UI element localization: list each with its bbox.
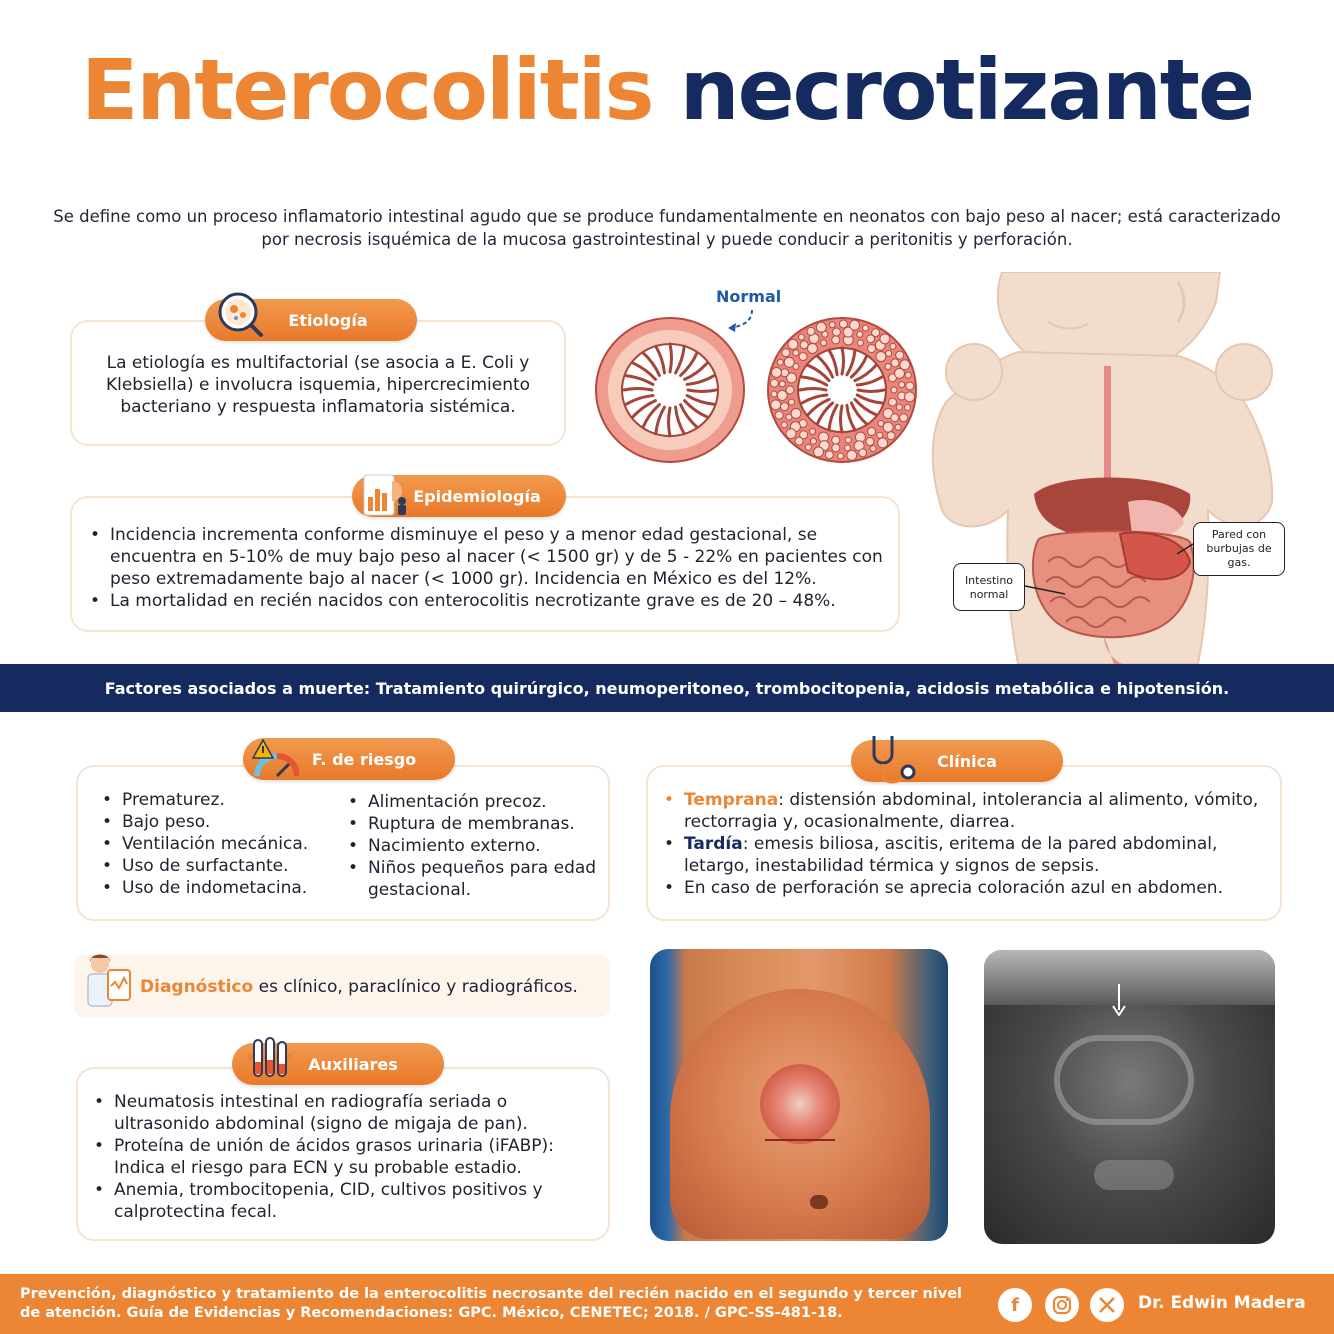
chart-people-icon: [362, 471, 410, 519]
magnifier-bacteria-icon: [216, 290, 264, 338]
gas-bubble: [870, 446, 876, 452]
gas-bubble: [781, 422, 787, 428]
warning-gauge-icon: [251, 736, 299, 784]
list-item: • Prematurez.: [98, 789, 338, 811]
gas-bubble: [771, 367, 781, 377]
gas-bubble: [876, 352, 886, 362]
ultrasound-top-band: [984, 950, 1275, 1005]
gas-bubble: [786, 386, 794, 394]
gas-bubble: [798, 334, 804, 340]
auxiliares-list: [90, 1091, 600, 1223]
list-item: • Proteína de unión de ácidos grasos urinaria (iFABP): Indica el riesgo para ECN y su probable estadio.: [90, 1135, 600, 1179]
damaged-intestine-illustration: [766, 316, 918, 464]
gas-bubble: [788, 339, 798, 349]
gas-bubble: [868, 428, 876, 436]
list-item: • La mortalidad en recién nacidos con enterocolitis necrotizante grave es de 20 – 48%.: [86, 590, 886, 612]
gas-bubble: [878, 438, 888, 448]
gas-bubble: [816, 322, 826, 332]
ultrasound-loop: [1054, 1035, 1194, 1125]
riesgo-list-2: [344, 791, 604, 901]
list-item: • Uso de surfactante.: [98, 855, 338, 877]
auxiliares-label: Auxiliares: [308, 1054, 398, 1074]
gas-bubble: [886, 350, 892, 356]
villus: [842, 348, 844, 374]
gas-bubble: [771, 391, 777, 397]
gas-bubble: [845, 437, 851, 443]
gas-bubble: [780, 403, 788, 411]
ultrasound-image: [984, 950, 1275, 1244]
gas-bubble: [807, 327, 815, 335]
umbilicus: [810, 1195, 828, 1209]
footer: [0, 1274, 1334, 1334]
gas-bubble: [839, 320, 847, 328]
villus: [688, 390, 716, 392]
villus: [841, 406, 843, 432]
gas-bubble: [795, 437, 803, 445]
gas-bubble: [777, 359, 783, 365]
gas-bubble: [877, 432, 883, 438]
gas-bubble: [770, 379, 778, 387]
gas-bubble: [786, 429, 796, 439]
doctor-chart-icon: [84, 952, 134, 1008]
gas-bubble: [771, 400, 781, 410]
clinica-card: [646, 765, 1282, 921]
diagnostico-label: Diagnóstico: [140, 977, 254, 997]
gas-bubble: [814, 447, 824, 457]
facebook-icon[interactable]: f: [998, 1288, 1032, 1322]
gas-bubble: [786, 414, 792, 420]
mortality-factors-band: Factores asociados a muerte: Tratamiento quirúrgico, neumoperitoneo, trombocitopenia, acidosis metabólica e hipotensión.: [0, 664, 1334, 712]
etiologia-label: Etiología: [288, 310, 368, 330]
gas-bubble: [900, 414, 908, 422]
gas-bubble: [859, 449, 867, 457]
gas-bubble: [832, 336, 840, 344]
villus: [624, 389, 652, 391]
list-item: • Ventilación mecánica.: [98, 833, 338, 855]
gas-bubble: [829, 322, 835, 328]
gas-bubble: [872, 329, 880, 337]
list-item: • Niños pequeños para edad gestacional.: [344, 857, 604, 901]
title-part-2: necrotizante: [679, 41, 1253, 139]
gas-bubble: [899, 382, 905, 388]
gas-bubble: [905, 392, 915, 402]
diagnostico-text: [140, 976, 600, 998]
riesgo-list-1: [98, 789, 338, 899]
epidemiologia-list: [86, 524, 886, 612]
test-tubes-icon: [246, 1034, 294, 1082]
instagram-icon[interactable]: [1045, 1288, 1079, 1322]
gas-bubble: [905, 372, 911, 378]
gas-bubble: [832, 436, 840, 444]
list-item: • Anemia, trombocitopenia, CID, cultivos positivos y calprotectina fecal.: [90, 1179, 600, 1223]
perforation-lesion: [760, 1064, 840, 1144]
riesgo-card: [76, 765, 610, 921]
author-name: Dr. Edwin Madera: [1138, 1293, 1306, 1313]
clinica-label: Clínica: [937, 751, 997, 771]
gas-bubble: [793, 350, 799, 356]
gas-bubble: [777, 390, 787, 400]
page-title: [0, 41, 1334, 139]
villus: [669, 408, 671, 436]
gas-bubble: [789, 399, 795, 405]
gas-bubble: [845, 445, 851, 451]
tardia-label: Tardía: [684, 834, 743, 854]
etiologia-text: La etiología es multifactorial (se asocia a E. Coli y Klebsiella) e involucra isquemia, hipercrecimiento bacteriano y respuesta inflamatoria sistémica.: [105, 353, 531, 417]
list-item: [660, 833, 1272, 877]
gas-bubble: [868, 344, 876, 352]
mark-line: [765, 1139, 835, 1141]
gas-bubble: [906, 382, 914, 390]
diagnostico-desc: es clínico, paraclínico y radiográficos.: [253, 977, 578, 997]
list-item: [660, 789, 1272, 833]
villus: [858, 390, 884, 392]
list-item: • Nacimiento externo.: [344, 835, 604, 857]
abdomen-photo: [650, 949, 948, 1241]
gas-bubble: [890, 343, 896, 349]
ultrasound-loop-2: [1094, 1160, 1174, 1190]
gas-bubble: [810, 438, 816, 444]
gas-bubble: [838, 453, 844, 459]
gas-bubble: [832, 328, 840, 336]
gas-bubble: [821, 340, 827, 346]
intro-definition: Se define como un proceso inflamatorio intestinal agudo que se produce fundamentalmente en neonatos con bajo peso al nacer; está caracterizado por necrosis isquémica de la mucosa gastrointestinal y puede conducir a peritonitis y perforación.: [53, 207, 1281, 249]
gas-bubble: [782, 349, 790, 357]
callout-intestino-normal: Intestino normal: [953, 563, 1025, 611]
clinica-list: [660, 789, 1272, 899]
gas-bubble: [888, 398, 896, 406]
gas-bubble: [862, 325, 868, 331]
footer-reference: Prevención, diagnóstico y tratamiento de la enterocolitis necrosante del recién nacido en el segundo y tercer nivel de atención. Guía de Evidencias y Recomendaciones: GPC. México, CENETEC; 2018. / GPC-SS-481-18.: [20, 1286, 962, 1321]
gas-bubble: [866, 437, 874, 445]
list-item: • Alimentación precoz.: [344, 791, 604, 813]
gas-bubble: [896, 351, 904, 359]
gas-bubble: [805, 444, 811, 450]
callout-pared-gas: Pared con burbujas de gas.: [1193, 522, 1285, 576]
villus: [670, 344, 672, 372]
gas-bubble: [896, 404, 902, 410]
gas-bubble: [850, 320, 860, 330]
list-item: • En caso de perforación se aprecia coloración azul en abdomen.: [660, 877, 1272, 899]
gas-bubble: [791, 408, 801, 418]
gas-bubble: [809, 429, 815, 435]
arrow-down-icon: [1112, 984, 1126, 1016]
temprana-text: : distensión abdominal, intolerancia al alimento, vómito, rectorragia y, ocasionalmente, diarrea.: [684, 790, 1259, 832]
list-item: • Bajo peso.: [98, 811, 338, 833]
gas-bubble: [825, 451, 833, 459]
list-item: • Ruptura de membranas.: [344, 813, 604, 835]
gas-bubble: [775, 411, 783, 419]
riesgo-label: F. de riesgo: [311, 749, 417, 769]
gas-bubble: [857, 340, 863, 346]
gas-bubble: [799, 353, 807, 361]
gas-bubble: [887, 432, 895, 440]
normal-intestine-illustration: [594, 316, 746, 464]
gas-bubble: [784, 357, 794, 367]
gas-bubble: [847, 450, 857, 460]
gas-bubble: [857, 331, 863, 337]
gas-bubble: [891, 387, 897, 393]
gas-bubble: [891, 414, 899, 422]
gas-bubble: [905, 405, 911, 411]
gas-bubble: [779, 381, 785, 387]
gas-bubble: [891, 359, 899, 367]
temprana-label: Temprana: [684, 790, 779, 810]
villus: [800, 389, 826, 391]
gas-bubble: [880, 334, 890, 344]
gas-bubble: [807, 343, 817, 353]
gas-bubble: [895, 424, 901, 430]
stethoscope-icon: [866, 732, 922, 788]
list-item: • Incidencia incrementa conforme disminuye el peso y a menor edad gestacional, se encuentra en 5-10% de muy bajo peso al nacer (< 1500 gr) y de 5 - 22% en pacientes con peso extremadamente bajo al nacer (< 1000 gr). Incidencia en México es del 12%.: [86, 524, 886, 590]
x-icon[interactable]: [1090, 1288, 1124, 1322]
title-part-1: Enterocolitis: [81, 41, 653, 139]
tardia-text: : emesis biliosa, ascitis, eritema de la pared abdominal, letargo, inestabilidad térmica y signos de sepsis.: [684, 834, 1218, 876]
gas-bubble: [885, 364, 891, 370]
list-item: • Neumatosis intestinal en radiografía seriada o ultrasonido abdominal (signo de migaja de pan).: [90, 1091, 600, 1135]
gas-bubble: [800, 341, 808, 349]
epidemiologia-label: Epidemiología: [413, 486, 541, 506]
auxiliares-card: [76, 1067, 610, 1241]
callout-pointers: [1025, 540, 1195, 600]
gas-bubble: [832, 444, 840, 452]
normal-label: Normal: [716, 287, 782, 306]
diagnostico-box: [74, 955, 610, 1017]
list-item: • Uso de indometacina.: [98, 877, 338, 899]
gas-bubble: [900, 360, 910, 370]
gas-bubble: [883, 422, 893, 432]
